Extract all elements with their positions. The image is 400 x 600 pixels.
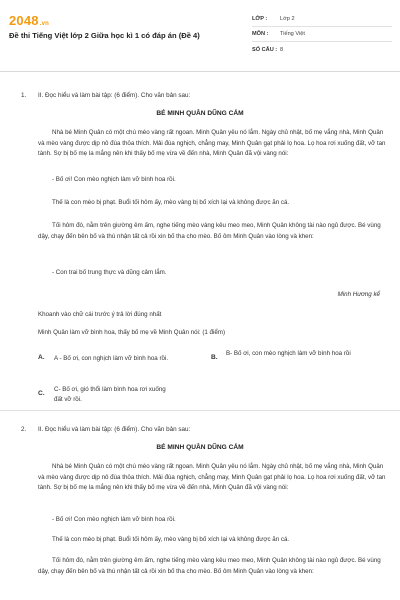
page-header [0, 0, 400, 72]
meta-key: LỚP : [252, 16, 268, 22]
exam-meta-table [252, 12, 392, 57]
meta-value: Lớp 2 [280, 16, 295, 22]
option-text: C- Bố ơi, gió thổi làm bình hoa rơi xuống đất vỡ rồi. [54, 386, 166, 403]
option-text: A - Bố ơi, con nghịch làm vỡ bình hoa rồi. [54, 355, 169, 362]
story-paragraph: Tối hôm đó, nằm trên giường êm ấm, nghe tiếng mèo vàng kêu meo meo, Minh Quân không tài nào ngủ được. Bé vùng dậy, chạy đến bên bố và thú nhận tất cả rồi xin bố tha cho mèo. Bố ôm Minh Quân vào lòng và khen: [38, 557, 381, 575]
story-title: BÉ MINH QUÂN DŨNG CẢM [156, 110, 244, 117]
story-paragraph: Thế là con mèo bị phạt. Buổi tối hôm ấy, mèo vàng bị bố xích lại và không được ăn cá. [52, 199, 290, 206]
option-letter: B. [211, 354, 218, 361]
meta-row-subject [252, 27, 392, 42]
meta-key: SỐ CÂU : [252, 46, 278, 53]
logo-text: 2048 [9, 13, 39, 28]
meta-key: MÔN : [252, 31, 269, 37]
question-number: 1. [21, 92, 27, 99]
exam-title: Đề thi Tiếng Việt lớp 2 Giữa học kì 1 có đáp án (Đề 4) [9, 31, 200, 40]
question-intro: II. Đọc hiểu và làm bài tập: (6 điểm). Cho văn bản sau: [38, 92, 191, 99]
option-text: B- Bố ơi, con mèo nghịch làm vỡ bình hoa rồi [226, 350, 351, 357]
story-title: BÉ MINH QUÂN DŨNG CẢM [156, 444, 244, 451]
story-dialog: - Con trai bố trung thực và dũng cảm lắm. [52, 269, 167, 276]
story-paragraph: Nhà bé Minh Quân có một chú mèo vàng rất ngoan. Minh Quân yêu nó lắm. Ngày chủ nhật, bố mẹ vắng nhà, Minh Quân và mèo vàng được dịp nô đùa thỏa thích. Mải đùa nghịch, chẳng may, Minh Quân gạt phải lọ hoa. Lọ hoa rơi xuống đất, vỡ tan tành. Sợ bị bố mẹ la mắng nên khi thấy bố mẹ vừa về đến nhà, Minh Quân đã vội vàng nói: [38, 463, 386, 491]
story-dialog: - Bố ơi! Con mèo nghịch làm vỡ bình hoa rồi. [52, 176, 176, 183]
instruction: Khoanh vào chữ cái trước ý trả lời đúng nhất [38, 311, 162, 318]
question-divider [0, 410, 400, 411]
question-number: 2. [21, 426, 27, 433]
meta-row-count [252, 42, 392, 57]
meta-row-class [252, 12, 392, 27]
meta-value: 8 [280, 46, 284, 53]
question-prompt: Minh Quân làm vỡ bình hoa, thấy bố mẹ về Minh Quân nói: (1 điểm) [38, 329, 226, 336]
option-letter: A. [38, 354, 45, 361]
story-paragraph: Thế là con mèo bị phạt. Buổi tối hôm ấy, mèo vàng bị bố xích lại và không được ăn cá. [52, 536, 290, 543]
story-author: Minh Hương kể [337, 291, 380, 298]
question-intro: II. Đọc hiểu và làm bài tập: (6 điểm). Cho văn bản sau: [38, 426, 191, 433]
story-paragraph: Nhà bé Minh Quân có một chú mèo vàng rất ngoan. Minh Quân yêu nó lắm. Ngày chủ nhật, bố mẹ vắng nhà, Minh Quân và mèo vàng được dịp nô đùa thỏa thích. Mải đùa nghịch, chẳng may, Minh Quân gạt phải lọ hoa. Lọ hoa rơi xuống đất, vỡ tan tành. Sợ bị bố mẹ la mắng nên khi thấy bố mẹ vừa về đến nhà, Minh Quân đã vội vàng nói: [38, 129, 386, 157]
story-dialog: - Bố ơi! Con mèo nghịch làm vỡ bình hoa rồi. [52, 516, 176, 523]
site-logo[interactable] [9, 13, 49, 28]
option-letter: C. [38, 390, 45, 397]
story-paragraph: Tối hôm đó, nằm trên giường êm ấm, nghe tiếng mèo vàng kêu meo meo, Minh Quân không tài nào ngủ được. Bé vùng dậy, chạy đến bên bố và thú nhận tất cả rồi xin bố tha cho mèo. Bố ôm Minh Quân vào lòng và khen: [38, 222, 381, 240]
meta-value: Tiếng Việt [280, 31, 305, 37]
logo-suffix: .vn [39, 21, 50, 27]
